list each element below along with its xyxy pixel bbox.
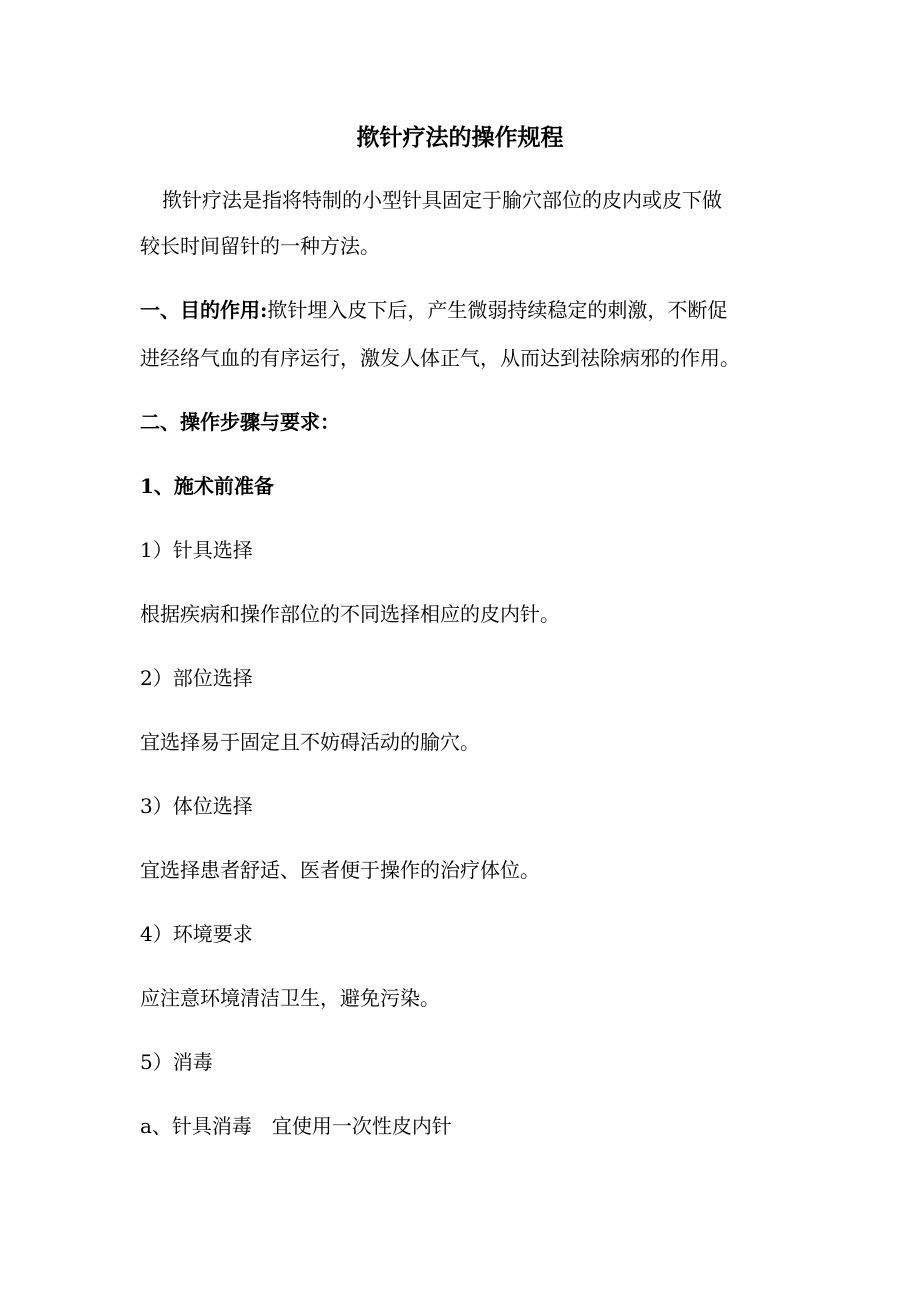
subsection-1-heading: 1、施术前准备	[140, 474, 274, 498]
item-4-label: 4）环境要求	[140, 922, 253, 946]
intro-line-1: 揿针疗法是指将特制的小型针具固定于腧穴部位的皮内或皮下做	[162, 188, 722, 212]
item-1-label: 1）针具选择	[140, 538, 253, 562]
item-5-label: 5）消毒	[140, 1050, 213, 1074]
section-1-heading: 一、目的作用:	[140, 298, 268, 322]
intro-line-2: 较长时间留针的一种方法。	[140, 234, 380, 258]
item-5-text: a、针具消毒 宜使用一次性皮内针	[140, 1114, 452, 1138]
item-2-text: 宜选择易于固定且不妨碍活动的腧穴。	[140, 730, 480, 754]
item-3-label: 3）体位选择	[140, 794, 253, 818]
section-2-heading: 二、操作步骤与要求：	[140, 410, 340, 434]
item-4-text: 应注意环境清洁卫生，避免污染。	[140, 986, 440, 1010]
item-3-text: 宜选择患者舒适、医者便于操作的治疗体位。	[140, 858, 540, 882]
item-2-label: 2）部位选择	[140, 666, 253, 690]
item-1-text: 根据疾病和操作部位的不同选择相应的皮内针。	[140, 602, 560, 626]
document-title: 揿针疗法的操作规程	[356, 124, 564, 151]
section-1-line-1: 揿针埋入皮下后，产生微弱持续稳定的刺激，不断促	[267, 298, 728, 322]
section-1-line-2: 进经络气血的有序运行，激发人体正气，从而达到祛除病邪的作用。	[140, 346, 740, 370]
section-1-paragraph	[140, 292, 800, 328]
